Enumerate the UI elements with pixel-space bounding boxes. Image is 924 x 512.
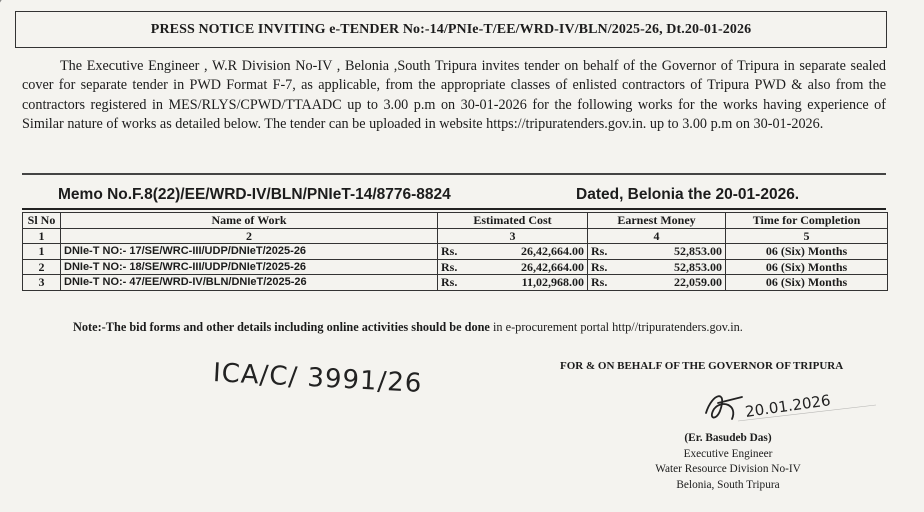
signatory-office: Water Resource Division No-IV xyxy=(655,463,801,475)
row-earnest-money: 22,059.00 xyxy=(624,275,726,291)
header-time-for-completion: Time for Completion xyxy=(726,213,888,229)
notice-body-paragraph xyxy=(22,57,886,134)
row-em-currency: Rs. xyxy=(588,244,625,260)
row-time: 06 (Six) Months xyxy=(726,244,888,260)
signatory-block xyxy=(628,431,828,493)
divider-top xyxy=(22,173,886,175)
index-col-5: 5 xyxy=(726,228,888,244)
index-col-4: 4 xyxy=(588,228,726,244)
signatory-designation: Executive Engineer xyxy=(683,447,773,460)
row-work-name: DNIe-T NO:- 47/EE/WRD-IV/BLN/DNIeT/2025-26 xyxy=(61,275,438,291)
table-row xyxy=(23,244,888,260)
notice-title: PRESS NOTICE INVITING e-TENDER No:-14/PNIe-T/EE/WRD-IV/BLN/2025-26, Dt.20-01-2026 xyxy=(150,21,752,37)
index-col-3: 3 xyxy=(438,228,588,244)
table-row xyxy=(23,259,888,275)
memo-line xyxy=(58,186,838,208)
note-line xyxy=(73,320,873,335)
header-estimated-cost: Estimated Cost xyxy=(438,213,588,229)
row-cost-currency: Rs. xyxy=(438,275,475,291)
signature-mark xyxy=(698,383,878,431)
row-cost-currency: Rs. xyxy=(438,259,475,275)
memo-date: Dated, Belonia the 20-01-2026. xyxy=(576,186,800,203)
row-earnest-money: 52,853.00 xyxy=(624,244,726,260)
signature-date: 20.01.2026 xyxy=(744,391,832,421)
header-sl-no: Sl No xyxy=(23,213,61,229)
row-estimated-cost: 26,42,664.00 xyxy=(474,244,588,260)
row-sl: 2 xyxy=(23,259,61,275)
index-col-2: 2 xyxy=(61,228,438,244)
row-em-currency: Rs. xyxy=(588,259,625,275)
divider-memo xyxy=(22,208,886,210)
note-prefix: Note:-The bid forms and other details including xyxy=(73,320,327,334)
paper-fold-line xyxy=(0,0,8,49)
table-row xyxy=(23,275,888,291)
table-header-row xyxy=(23,213,888,229)
works-table xyxy=(22,212,888,291)
row-time: 06 (Six) Months xyxy=(726,259,888,275)
row-sl: 1 xyxy=(23,244,61,260)
header-earnest-money: Earnest Money xyxy=(588,213,726,229)
handwritten-reference: ICA/C/ 3991/26 xyxy=(212,358,424,399)
index-col-1: 1 xyxy=(23,228,61,244)
row-time: 06 (Six) Months xyxy=(726,275,888,291)
row-estimated-cost: 11,02,968.00 xyxy=(474,275,588,291)
signatory-location: Belonia, South Tripura xyxy=(676,478,780,491)
row-work-name: DNIe-T NO:- 17/SE/WRC-III/UDP/DNIeT/2025-26 xyxy=(61,244,438,260)
table-index-row xyxy=(23,228,888,244)
notice-body-text: The Executive Engineer , W.R Division No-IV , Belonia ,South Tripura invites tender on behalf of the Governor of Tripura in separate sealed cover for separate tender in PWD Format F-7, as applicable, from the appropriate classes of enlisted contractors of Tripura PWD & also from the contractors registered in MES/RLYS/CPWD/TTAADC up to 3.00 p.m on 30-01-2026 for the following works for the works having experience of Similar nature of works as detailed below. The tender can be uploaded in website https://tripuratenders.gov.in. up to 3.00 p.m on 30-01-2026. xyxy=(22,58,886,132)
row-work-name: DNIe-T NO:- 18/SE/WRC-III/UDP/DNIeT/2025-26 xyxy=(61,259,438,275)
signatory-name: (Er. Basudeb Das) xyxy=(684,432,772,444)
row-sl: 3 xyxy=(23,275,61,291)
notice-title-box xyxy=(15,11,887,48)
row-estimated-cost: 26,42,664.00 xyxy=(474,259,588,275)
note-suffix: in e-procurement portal http//tripuratenders.gov.in. xyxy=(489,320,743,334)
row-em-currency: Rs. xyxy=(588,275,625,291)
behalf-line: FOR & ON BEHALF OF THE GOVERNOR OF TRIPURA xyxy=(560,360,844,372)
memo-number: Memo No.F.8(22)/EE/WRD-IV/BLN/PNIeT-14/8776-8824 xyxy=(58,186,451,203)
note-emphasis: online activities should be done xyxy=(326,320,490,334)
row-cost-currency: Rs. xyxy=(438,244,475,260)
header-name-of-work: Name of Work xyxy=(61,213,438,229)
row-earnest-money: 52,853.00 xyxy=(624,259,726,275)
